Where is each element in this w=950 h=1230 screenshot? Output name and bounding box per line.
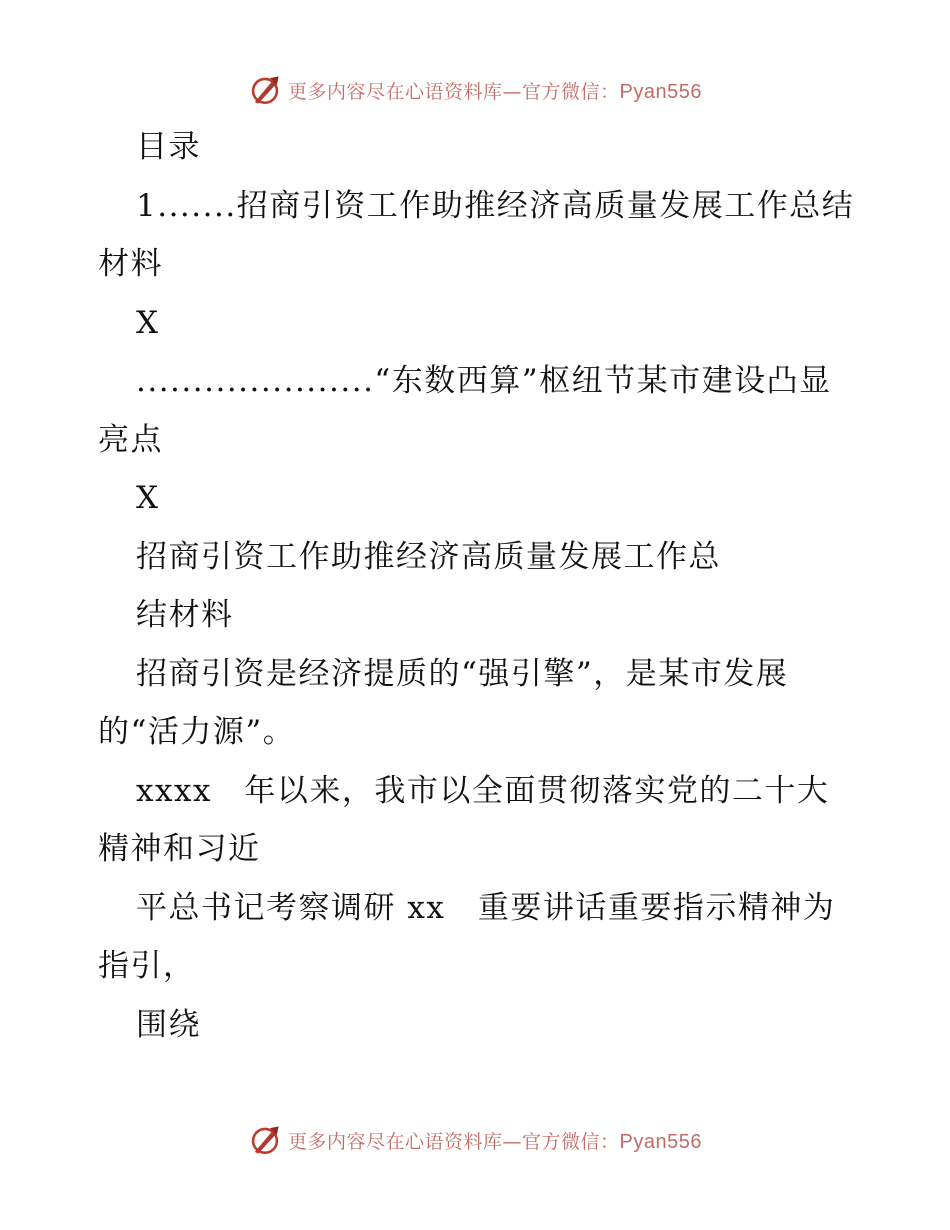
body-paragraph: 招商引资是经济提质的“强引擎”，是某市发展的“活力源”。 xyxy=(98,655,789,750)
quill-seal-icon xyxy=(248,1123,282,1157)
footer-watermark xyxy=(0,1120,950,1160)
article-title-line-1: 招商引资工作助推经济高质量发展工作总 xyxy=(136,538,721,575)
quill-seal-icon xyxy=(248,73,282,107)
toc-heading: 目录 xyxy=(136,129,201,165)
body-paragraph: xxxx 年以来，我市以全面贯彻落实党的二十大精神和习近 xyxy=(98,772,830,867)
document-body xyxy=(98,118,858,1054)
header-watermark xyxy=(0,70,950,110)
article-title-line-2: 结材料 xyxy=(136,597,234,633)
toc-page-marker-1: X xyxy=(136,304,160,341)
watermark-text: 更多内容尽在心语资料库—官方微信：Pyan556 xyxy=(288,80,702,103)
toc-entry-1: 1.......招商引资工作助推经济高质量发展工作总结材料 xyxy=(98,187,855,282)
toc-page-marker-2: X xyxy=(136,480,160,516)
body-paragraph: 围绕 xyxy=(136,1006,201,1043)
watermark-text: 更多内容尽在心语资料库—官方微信：Pyan556 xyxy=(288,1130,702,1153)
body-paragraph: 平总书记考察调研 xx 重要讲话重要指示精神为指引， xyxy=(98,889,836,984)
toc-entry-2: .....................“东数西算”枢纽节某市建设凸显亮点 xyxy=(98,363,832,458)
